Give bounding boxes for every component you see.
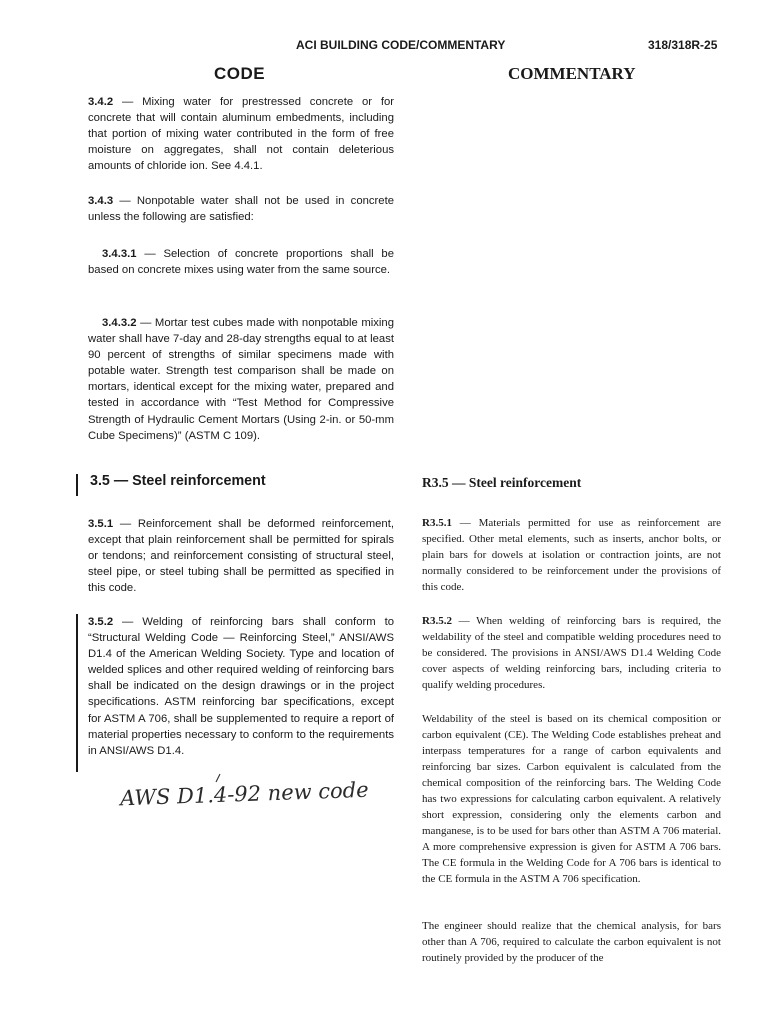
page-number: 318/318R-25 bbox=[648, 38, 718, 52]
code-paragraph-3-5-2 bbox=[88, 614, 394, 759]
commentary-paragraph-r3-5-2 bbox=[422, 613, 721, 693]
clause-text: — Materials permitted for use as reinforcement are specified. Other metal elements, such as inserts, anchor bolts, or plain bars for dowels at isolation or contraction joints, are not normally considered to be reinforcement under the provisions of this code. bbox=[422, 517, 721, 593]
commentary-paragraph-engineer: The engineer should realize that the chemical analysis, for bars other than A 706, required to calculate the carbon equivalent is not routinely provided by the producer of the bbox=[422, 920, 721, 964]
code-paragraph-3-4-3 bbox=[88, 193, 394, 225]
clause-text: — Reinforcement shall be deformed reinforcement, except that plain reinforcement shall be permitted for spirals or tendons; and reinforcement consisting of structural steel, steel pipe, or steel tubing shall be permitted as specified in this code. bbox=[88, 518, 394, 595]
clause-text: — Nonpotable water shall not be used in concrete unless the following are satisfied: bbox=[88, 195, 394, 224]
clause-text: — When welding of reinforcing bars is required, the weldability of the steel and compatible welding procedures need to be considered. The provisions in ANSI/AWS D1.4 Welding Code cover aspects of welding reinforcing bars, including criteria to qualify welding procedures. bbox=[422, 615, 721, 691]
commentary-column-heading: COMMENTARY bbox=[508, 64, 636, 83]
clause-number: 3.5.1 bbox=[88, 518, 114, 530]
clause-text: — Welding of reinforcing bars shall conform to “Structural Welding Code — Reinforcing Steel,” ANSI/AWS D1.4 of the American Welding Society. Type and location of welded splices and other required welding of reinforcing bars shall be indicated on the design drawings or in the project specifications. ASTM reinforcing bar specifications, except for ASTM A 706, shall be supplemented to require a report of material properties necessary to conform to the requirements in ANSI/AWS D1.4. bbox=[88, 616, 394, 757]
revision-bar bbox=[76, 474, 78, 496]
commentary-paragraph-weldability: Weldability of the steel is based on its chemical composition or carbon equivalent (CE). The Welding Code establishes preheat and interpass temperatures for a range of carbon equivalents and reinforcing bar sizes. Carbon equivalent is calculated from the chemical composition of the reinforcing bars. The Welding Code has two expressions for calculating carbon equivalent. A relatively short expression, considering only the elements carbon and manganese, is to be used for bars other than ASTM A 706 material. A more comprehensive expression is given for ASTM A 706 bars. The CE formula in the Welding Code for A 706 bars is identical to the CE formula in the ASTM A 706 specification. bbox=[422, 713, 721, 885]
handwritten-note-text: AWS D1.4-92 new code bbox=[119, 777, 369, 811]
section-heading-r3-5: R3.5 — Steel reinforcement bbox=[422, 475, 582, 490]
section-heading-3-5: 3.5 — Steel reinforcement bbox=[90, 473, 266, 489]
revision-bar bbox=[76, 614, 78, 772]
code-column-heading: CODE bbox=[214, 64, 266, 83]
clause-number: 3.4.3.2 bbox=[102, 317, 137, 329]
code-paragraph-3-4-2 bbox=[88, 94, 394, 174]
clause-text: — Mortar test cubes made with nonpotable mixing water shall have 7-day and 28-day strengths equal to at least 90 percent of strengths of similar specimens made with potable water. Strength test comparison shall be made on mortars, identical except for the mixing water, prepared and tested in accordance with “Test Method for Compressive Strength of Hydraulic Cement Mortars (Using 2-in. or 50-mm Cube Specimens)” (ASTM C 109). bbox=[88, 317, 394, 442]
clause-text: — Selection of concrete proportions shall be based on concrete mixes using water from the same source. bbox=[88, 248, 394, 277]
code-paragraph-3-4-3-1 bbox=[88, 246, 394, 278]
clause-number: 3.4.3.1 bbox=[102, 248, 137, 260]
clause-number: 3.5.2 bbox=[88, 616, 114, 628]
header-title: ACI BUILDING CODE/COMMENTARY bbox=[296, 38, 506, 52]
page-header bbox=[0, 38, 768, 56]
commentary-paragraph-r3-5-1 bbox=[422, 515, 721, 595]
handwritten-note bbox=[118, 772, 369, 812]
clause-number: R3.5.2 bbox=[422, 615, 452, 627]
clause-number: 3.4.2 bbox=[88, 96, 114, 108]
clause-text: — Mixing water for prestressed concrete or for concrete that will contain aluminum embedments, including that portion of mixing water contributed in the form of free moisture on aggregates, shall not contain deleterious amounts of chloride ion. See 4.4.1. bbox=[88, 96, 394, 173]
code-paragraph-3-4-3-2 bbox=[88, 315, 394, 444]
code-paragraph-3-5-1 bbox=[88, 516, 394, 596]
clause-number: 3.4.3 bbox=[88, 195, 114, 207]
clause-number: R3.5.1 bbox=[422, 517, 452, 529]
